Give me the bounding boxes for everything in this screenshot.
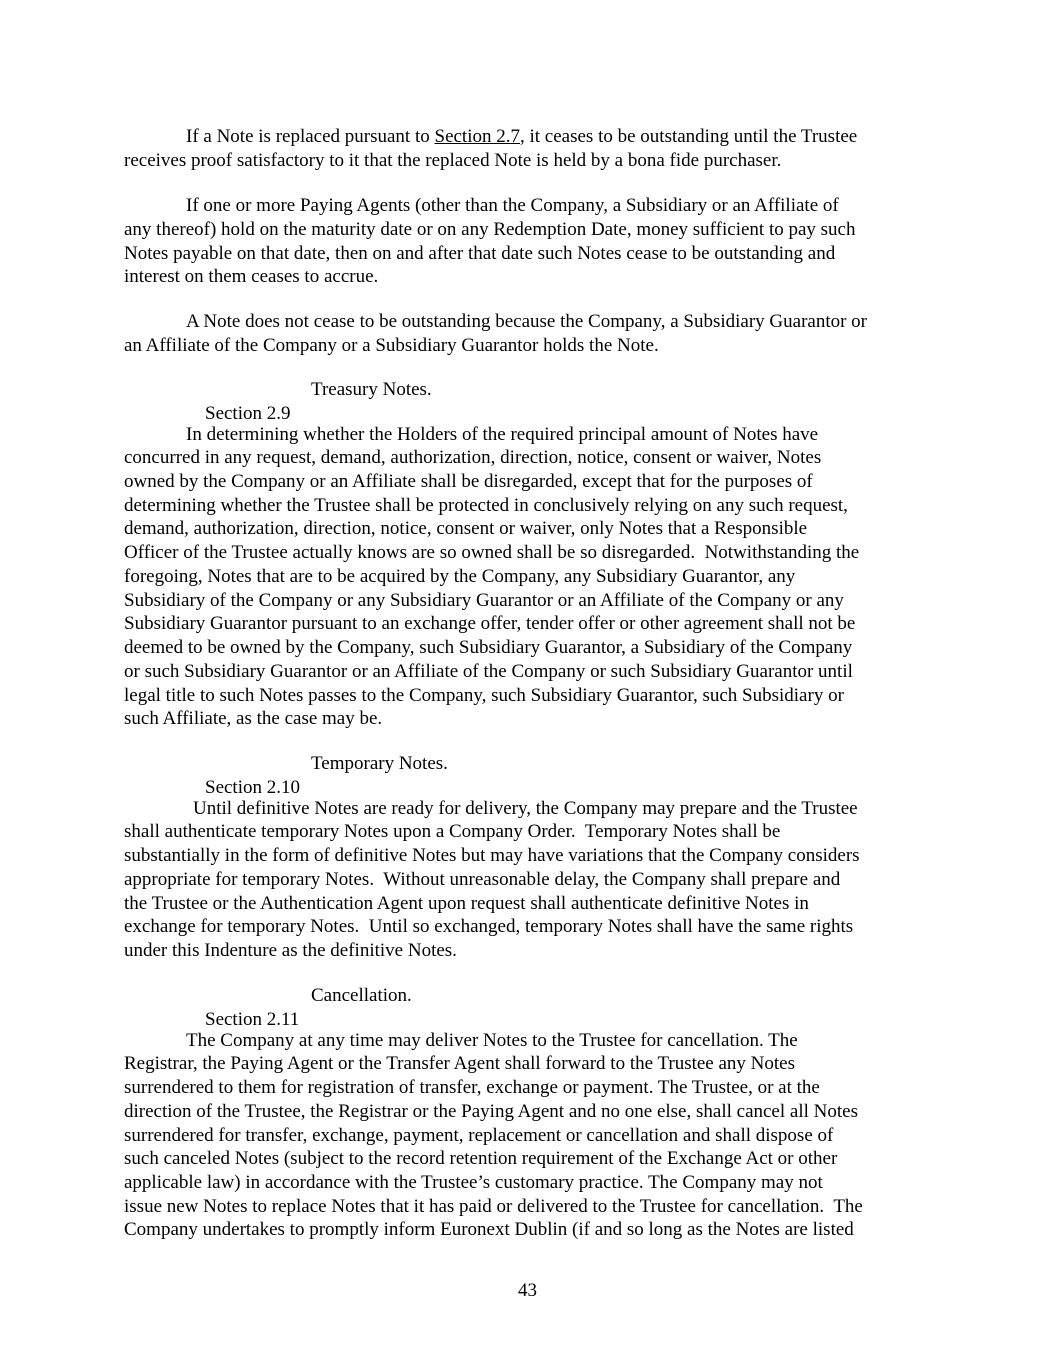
- text-line: A Note does not cease to be outstanding because the Company, a Subsidiary Guarantor or: [186, 311, 868, 332]
- text-line: If a Note is replaced pursuant to Section 2.7, it ceases to be outstanding until the Trustee: [186, 126, 858, 147]
- text-line: surrendered to them for registration of transfer, exchange or payment. The Trustee, or at the: [124, 1077, 820, 1098]
- section-title: Cancellation.: [311, 985, 412, 1006]
- text-line: surrendered for transfer, exchange, payment, replacement or cancellation and shall dispose of: [124, 1125, 834, 1146]
- section-title: Temporary Notes.: [311, 753, 448, 774]
- text-line: the Trustee or the Authentication Agent upon request shall authenticate definitive Notes in: [124, 893, 809, 914]
- text-line: concurred in any request, demand, authorization, direction, notice, consent or waiver, Notes: [124, 447, 822, 468]
- text-line: The Company at any time may deliver Notes to the Trustee for cancellation. The: [186, 1030, 798, 1051]
- text-line: Subsidiary Guarantor pursuant to an exchange offer, tender offer or other agreement shall not be: [124, 613, 856, 634]
- text-line: substantially in the form of definitive Notes but may have variations that the Company considers: [124, 845, 860, 866]
- text-line: such Affiliate, as the case may be.: [124, 708, 383, 729]
- text-line: interest on them ceases to accrue.: [124, 266, 379, 287]
- text-line: any thereof) hold on the maturity date or on any Redemption Date, money sufficient to pay such: [124, 219, 856, 240]
- page-number: 43: [518, 1280, 537, 1301]
- section-title: Treasury Notes.: [311, 379, 432, 400]
- text-line: applicable law) in accordance with the Trustee’s customary practice. The Company may not: [124, 1172, 823, 1193]
- text-line: If one or more Paying Agents (other than the Company, a Subsidiary or an Affiliate of: [186, 195, 839, 216]
- text-line: determining whether the Trustee shall be protected in conclusively relying on any such request,: [124, 495, 848, 516]
- text-line: Subsidiary of the Company or any Subsidiary Guarantor or an Affiliate of the Company or any: [124, 590, 844, 611]
- text-line: such canceled Notes (subject to the record retention requirement of the Exchange Act or other: [124, 1148, 838, 1169]
- text-line: owned by the Company or an Affiliate shall be disregarded, except that for the purposes of: [124, 471, 813, 492]
- text-line: under this Indenture as the definitive Notes.: [124, 940, 457, 961]
- text-line: issue new Notes to replace Notes that it has paid or delivered to the Trustee for cancellation. The: [124, 1196, 863, 1217]
- text-line: an Affiliate of the Company or a Subsidiary Guarantor holds the Note.: [124, 335, 659, 356]
- text-line: Officer of the Trustee actually knows are so owned shall be so disregarded. Notwithstanding the: [124, 542, 860, 563]
- section-number: Section 2.11: [205, 1009, 300, 1030]
- text-line: shall authenticate temporary Notes upon a Company Order. Temporary Notes shall be: [124, 821, 781, 842]
- text-line: exchange for temporary Notes. Until so exchanged, temporary Notes shall have the same rights: [124, 916, 854, 937]
- text-line: In determining whether the Holders of the required principal amount of Notes have: [186, 424, 819, 445]
- text-line: demand, authorization, direction, notice, consent or waiver, only Notes that a Responsible: [124, 518, 808, 539]
- section-number: Section 2.10: [205, 777, 300, 798]
- text-line: direction of the Trustee, the Registrar or the Paying Agent and no one else, shall cancel all Notes: [124, 1101, 858, 1122]
- text-line: or such Subsidiary Guarantor or an Affiliate of the Company or such Subsidiary Guarantor until: [124, 661, 853, 682]
- text-line: Registrar, the Paying Agent or the Transfer Agent shall forward to the Trustee any Notes: [124, 1053, 796, 1074]
- text-line: Until definitive Notes are ready for delivery, the Company may prepare and the Trustee: [193, 798, 858, 819]
- text-line: receives proof satisfactory to it that the replaced Note is held by a bona fide purchaser.: [124, 150, 782, 171]
- text-line: appropriate for temporary Notes. Without unreasonable delay, the Company shall prepare and: [124, 869, 841, 890]
- text-line: foregoing, Notes that are to be acquired by the Company, any Subsidiary Guarantor, any: [124, 566, 796, 587]
- section-2-7-link[interactable]: Section 2.7: [434, 126, 520, 147]
- text-line: legal title to such Notes passes to the Company, such Subsidiary Guarantor, such Subsidiary or: [124, 685, 844, 706]
- text-line: Company undertakes to promptly inform Euronext Dublin (if and so long as the Notes are listed: [124, 1219, 854, 1240]
- section-number: Section 2.9: [205, 403, 291, 424]
- text-line: deemed to be owned by the Company, such Subsidiary Guarantor, a Subsidiary of the Company: [124, 637, 853, 658]
- text-line: Notes payable on that date, then on and after that date such Notes cease to be outstanding and: [124, 243, 836, 264]
